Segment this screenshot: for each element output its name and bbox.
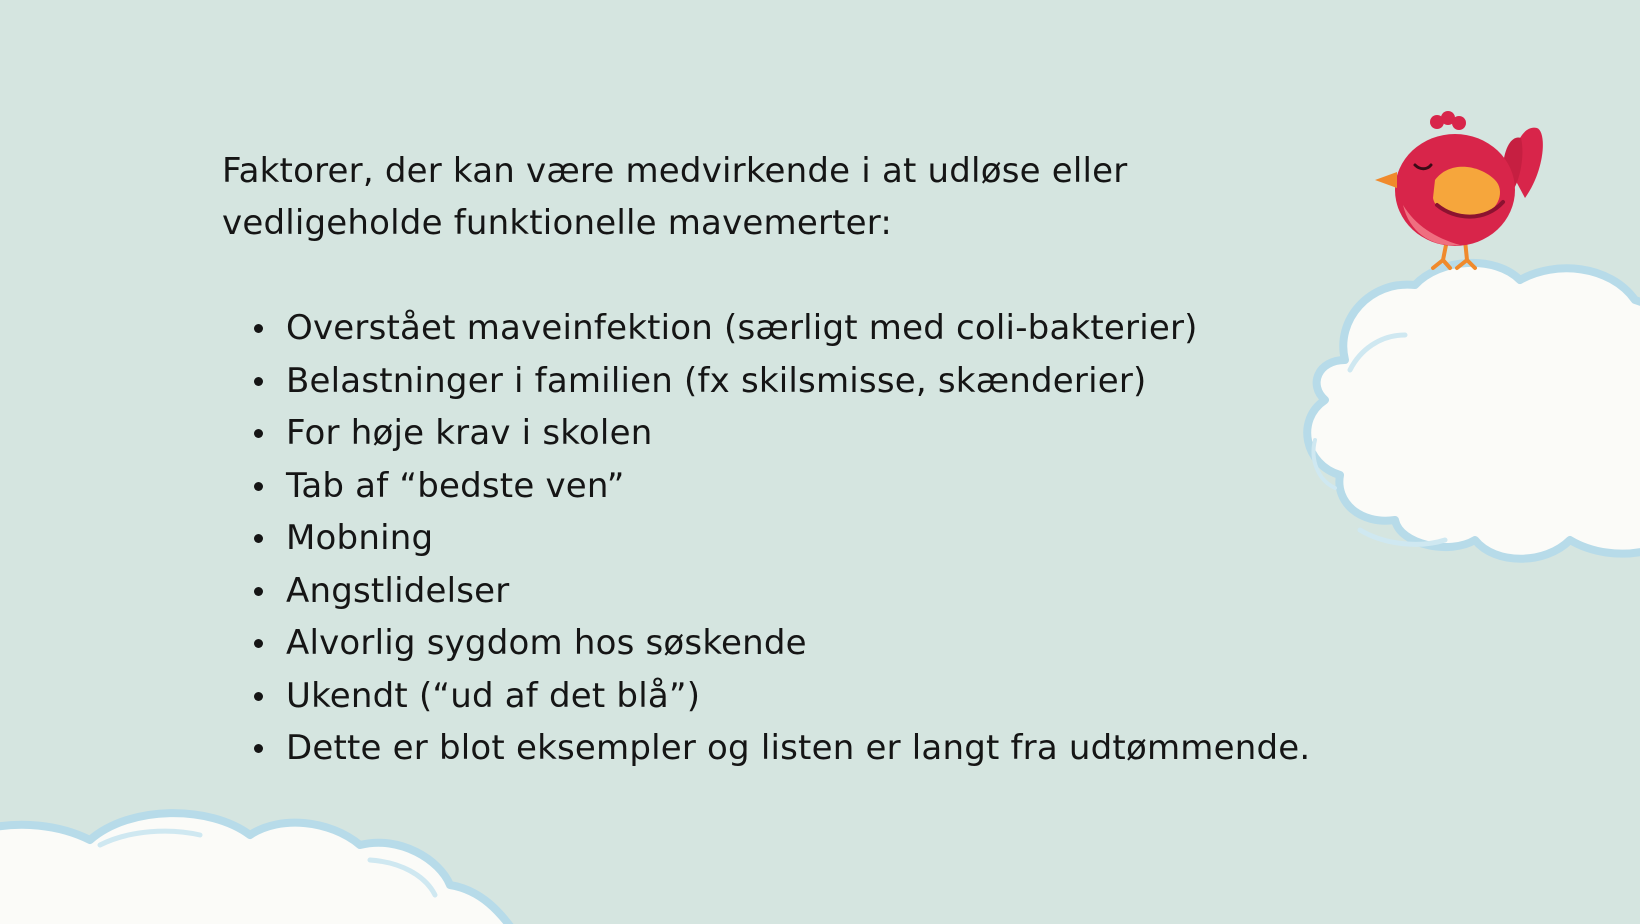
list-item-text: Ukendt (“ud af det blå”) xyxy=(286,675,701,716)
bullet-icon xyxy=(254,587,263,596)
list-item xyxy=(222,460,1422,513)
cloud-icon xyxy=(0,800,540,924)
list-item xyxy=(222,670,1422,723)
bullet-icon xyxy=(254,744,263,753)
list-item xyxy=(222,722,1422,775)
list-item xyxy=(222,302,1422,355)
bullet-icon xyxy=(254,429,263,438)
list-item xyxy=(222,617,1422,670)
list-item-text: Overstået maveinfektion (særligt med coli-bakterier) xyxy=(286,308,1198,348)
list-item xyxy=(222,565,1422,618)
list-item-text: Belastninger i familien (fx skilsmisse, skænderier) xyxy=(286,360,1147,401)
list-item xyxy=(222,407,1422,460)
list-item-text: Angstlidelser xyxy=(286,570,510,611)
red-bird-icon xyxy=(1375,110,1550,280)
list-item xyxy=(222,512,1422,565)
factor-list xyxy=(222,302,1422,775)
bullet-icon xyxy=(254,534,263,543)
list-item-text: Tab af “bedste ven” xyxy=(286,465,625,506)
intro-text: Faktorer, der kan være medvirkende i at udløse eller vedligeholde funktionelle mavemerter: xyxy=(222,151,1128,243)
bullet-icon xyxy=(254,324,263,333)
bullet-icon xyxy=(254,377,263,386)
bullet-icon xyxy=(254,482,263,491)
bullet-icon xyxy=(254,639,263,648)
list-item-text: Dette er blot eksempler og listen er langt fra udtømmende. xyxy=(286,728,1311,768)
list-item-text: Alvorlig sygdom hos søskende xyxy=(286,623,807,663)
list-item-text: For høje krav i skolen xyxy=(286,413,653,453)
list-item xyxy=(222,355,1422,408)
bullet-icon xyxy=(254,692,263,701)
list-item-text: Mobning xyxy=(286,518,434,558)
